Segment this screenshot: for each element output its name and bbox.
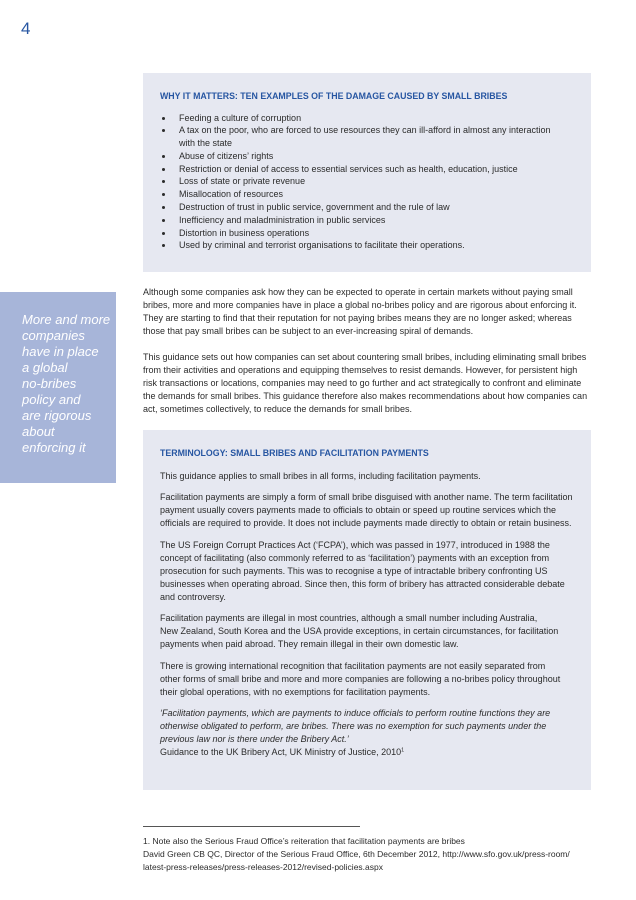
- list-item-text: Feeding a culture of corruption: [179, 112, 302, 123]
- list-item: [160, 150, 574, 163]
- footnote-line: 1. Note also the Serious Fraud Office’s reiteration that facilitation payments are bribes: [143, 835, 465, 846]
- terminology-line: businesses when operating abroad. Since then, this form of bribery has attracted considerable debate: [160, 578, 565, 589]
- list-item: [160, 112, 574, 125]
- body-line: from their activities and operations and equipping themselves to resist demands. However, for persistent high: [143, 364, 578, 375]
- bullet-icon: [162, 180, 165, 183]
- list-item: [160, 124, 574, 150]
- body-line: act, sometimes collectively, to reduce the demands for small bribes.: [143, 403, 412, 414]
- list-item-text: Restriction or denial of access to essential services such as health, education, justice: [179, 163, 518, 174]
- why-it-matters-box: [143, 73, 591, 272]
- terminology-line: other forms of small bribe and more and more companies are following a no-bribes policy throughout: [160, 673, 561, 684]
- footnote-divider: [143, 826, 360, 827]
- pull-quote-line: no-bribes: [22, 376, 77, 391]
- why-it-matters-heading: WHY IT MATTERS: TEN EXAMPLES OF THE DAMAGE CAUSED BY SMALL BRIBES: [160, 90, 508, 101]
- terminology-paragraph: [160, 612, 574, 651]
- terminology-line: This guidance applies to small bribes in all forms, including facilitation payments.: [160, 470, 481, 481]
- terminology-line: Facilitation payments are illegal in most countries, although a small number including Australia,: [160, 613, 538, 623]
- list-item-text: Inefficiency and maladministration in public services: [179, 214, 386, 225]
- terminology-line: their global operations, with no exemptions for facilitation payments.: [160, 686, 431, 697]
- quote-line: previous law nor is there under the Bribery Act.’: [160, 734, 349, 744]
- terminology-line: Facilitation payments are simply a form of small bribe disguised with another name. The term facilitation: [160, 492, 573, 502]
- terminology-line: payments when paid abroad. They remain illegal in their own domestic law.: [160, 639, 459, 649]
- bullet-icon: [162, 232, 165, 235]
- terminology-line: prosecution for such payments. This was to recognise a type of intractable bribery confronting US: [160, 565, 548, 576]
- list-item: [160, 201, 574, 214]
- terminology-line: and controversy.: [160, 591, 226, 602]
- list-item-text: Loss of state or private revenue: [179, 176, 306, 187]
- bullet-icon: [162, 219, 165, 222]
- quote-attribution: [160, 746, 574, 759]
- list-item-text: Distortion in business operations: [179, 227, 310, 238]
- body-line: They are starting to find that their reputation for not paying bribes means they are no longer asked; whereas: [143, 312, 572, 323]
- list-item-text: Used by criminal and terrorist organisations to facilitate their operations.: [179, 240, 465, 251]
- page-number: 4: [21, 19, 31, 38]
- body-paragraph: [143, 351, 603, 416]
- list-item-text: Abuse of citizens’ rights: [179, 150, 274, 161]
- body-line: the demands for small bribes. This guidance therefore also makes recommendations about how companies can: [143, 390, 588, 401]
- bribery-act-quote: [160, 707, 574, 746]
- footnote-reference: 1: [401, 747, 405, 754]
- quote-attribution-text: Guidance to the UK Bribery Act, UK Ministry of Justice, 2010: [160, 747, 402, 757]
- list-item-text: Misallocation of resources: [179, 189, 284, 200]
- bullet-icon: [162, 155, 165, 158]
- body-line: This guidance sets out how companies can set about countering small bribes, including eliminating small bribes: [143, 351, 587, 362]
- list-item: [160, 163, 574, 176]
- body-text: [143, 286, 603, 429]
- terminology-line: There is growing international recognition that facilitation payments are not easily separated from: [160, 660, 546, 671]
- bullet-icon: [162, 117, 165, 120]
- terminology-heading: TERMINOLOGY: SMALL BRIBES AND FACILITATION PAYMENTS: [160, 447, 429, 458]
- list-item-text: A tax on the poor, who are forced to use resources they can ill-afford in almost any interaction: [179, 125, 551, 136]
- terminology-paragraph: [160, 470, 574, 483]
- list-item: [160, 227, 574, 240]
- footnote-line: latest-press-releases/press-releases-2012/revised-policies.aspx: [143, 861, 383, 872]
- footnote-line: David Green CB QC, Director of the Serious Fraud Office, 6th December 2012, http://www.sfo.gov.uk/press-room/: [143, 848, 570, 859]
- list-item: [160, 175, 574, 188]
- footnote: [143, 835, 613, 874]
- terminology-line: concept of facilitating (also commonly referred to as ‘facilitation’) payments with an exception from: [160, 552, 550, 563]
- terminology-line: payment usually covers payments made to officials to obtain or speed up routine services which the: [160, 505, 557, 515]
- pull-quote-line: More and more: [22, 312, 111, 327]
- pull-quote-line: a global: [22, 360, 68, 375]
- bullet-icon: [162, 244, 165, 247]
- bullet-icon: [162, 206, 165, 209]
- pull-quote-line: have in place: [22, 344, 99, 359]
- terminology-box: [143, 430, 591, 790]
- pull-quote-line: about: [22, 424, 55, 439]
- list-item: [160, 239, 574, 252]
- pull-quote-line: policy and: [22, 392, 81, 407]
- body-line: those that pay small bribes can be subject to an ever-increasing spiral of demands.: [143, 325, 474, 336]
- list-item: [160, 188, 574, 201]
- body-paragraph: [143, 286, 603, 338]
- list-item-text: Destruction of trust in public service, government and the rule of law: [179, 202, 450, 213]
- quote-line: otherwise obligated to perform, are bribes. There was no exemption for such payments under the: [160, 721, 547, 731]
- damage-examples-list: [160, 112, 574, 253]
- body-line: Although some companies ask how they can be expected to operate in certain markets without paying small: [143, 286, 573, 297]
- terminology-line: The US Foreign Corrupt Practices Act (‘FCPA’), which was passed in 1977, introduced in 1988 the: [160, 539, 550, 550]
- terminology-paragraph: [160, 491, 574, 530]
- pull-quote-line: enforcing it: [22, 440, 86, 455]
- terminology-paragraph: [160, 660, 574, 699]
- terminology-paragraph: [160, 539, 574, 604]
- pull-quote-line: companies: [22, 328, 85, 343]
- body-line: bribes, more and more companies have in place a global no-bribes policy and are rigorous about enforcing it.: [143, 299, 577, 310]
- bullet-icon: [162, 168, 165, 171]
- bullet-icon: [162, 193, 165, 196]
- terminology-line: officials are required to provide. It does not include payments made directly to obtain or retain business.: [160, 518, 572, 528]
- bullet-icon: [162, 129, 165, 132]
- list-item: [160, 214, 574, 227]
- quote-line: ‘Facilitation payments, which are payments to induce officials to perform routine functions they are: [160, 708, 551, 718]
- body-line: risk transactions or locations, companies may need to go further and act strategically to confront and eliminate: [143, 377, 582, 388]
- list-item-text: with the state: [179, 138, 233, 149]
- terminology-line: New Zealand, South Korea and the USA provide exceptions, in certain circumstances, for facilitation: [160, 626, 559, 636]
- pull-quote-line: are rigorous: [22, 408, 92, 423]
- pull-quote: [0, 292, 116, 483]
